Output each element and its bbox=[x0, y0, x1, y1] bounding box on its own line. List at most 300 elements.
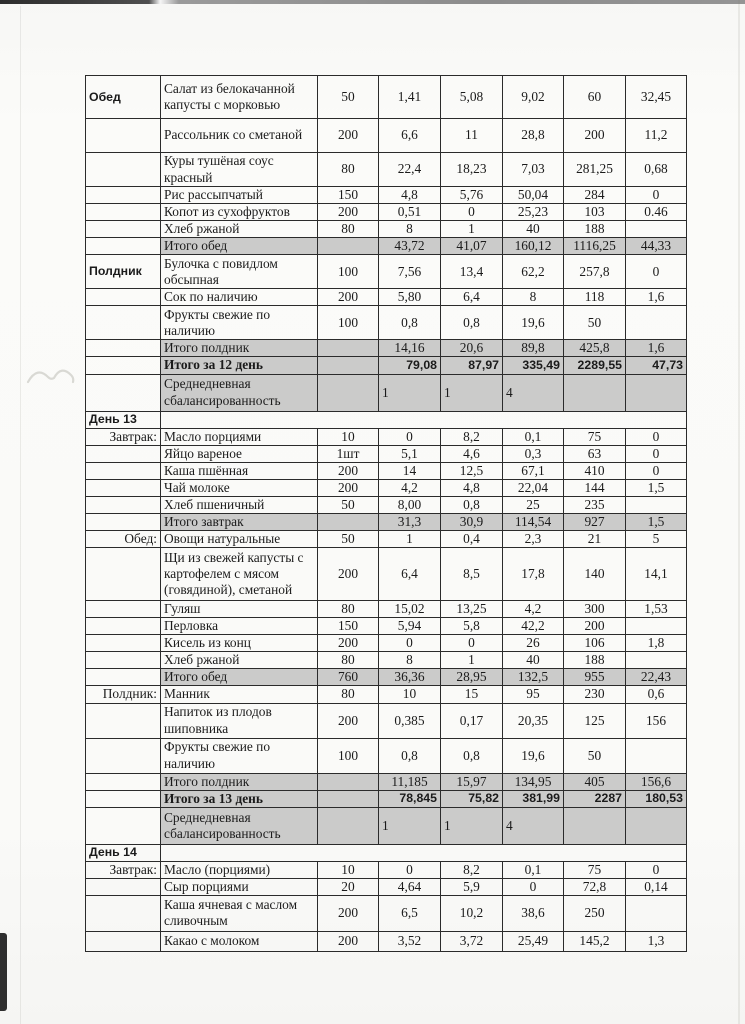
value-cell: 0,1 bbox=[503, 861, 564, 878]
value-cell: 180,53 bbox=[626, 790, 687, 807]
portion-cell: 100 bbox=[318, 306, 379, 340]
value-cell: 1 bbox=[379, 807, 441, 844]
dish-name-cell: Каша ячневая с маслом сливочным bbox=[161, 895, 318, 931]
value-cell: 4,8 bbox=[379, 187, 441, 204]
value-cell: 0,4 bbox=[441, 531, 503, 548]
dish-name-cell: Масло (порциями) bbox=[161, 861, 318, 878]
meal-category-cell bbox=[86, 652, 161, 669]
meal-category-cell bbox=[86, 878, 161, 895]
value-cell: 5,8 bbox=[441, 618, 503, 635]
value-cell: 188 bbox=[564, 221, 626, 238]
portion-cell: 200 bbox=[318, 204, 379, 221]
portion-cell: 50 bbox=[318, 496, 379, 513]
value-cell: 8,00 bbox=[379, 496, 441, 513]
value-cell: 44,33 bbox=[626, 238, 687, 255]
meal-category-cell: Обед bbox=[86, 76, 161, 119]
value-cell: 13,4 bbox=[441, 255, 503, 289]
meal-category-cell bbox=[86, 153, 161, 187]
value-cell: 5,1 bbox=[379, 445, 441, 462]
value-cell bbox=[626, 496, 687, 513]
meal-category-cell bbox=[86, 221, 161, 238]
value-cell: 42,2 bbox=[503, 618, 564, 635]
table-row bbox=[86, 618, 687, 635]
value-cell: 8,5 bbox=[441, 548, 503, 601]
value-cell bbox=[626, 652, 687, 669]
value-cell bbox=[626, 221, 687, 238]
value-cell: 0 bbox=[626, 445, 687, 462]
value-cell: 36,36 bbox=[379, 669, 441, 686]
value-cell: 5 bbox=[626, 531, 687, 548]
table-row bbox=[86, 428, 687, 445]
table-row bbox=[86, 931, 687, 951]
table-row bbox=[86, 669, 687, 686]
value-cell: 4,6 bbox=[441, 445, 503, 462]
value-cell bbox=[626, 738, 687, 773]
dish-name-cell: Гуляш bbox=[161, 601, 318, 618]
menu-table-body bbox=[86, 76, 687, 952]
value-cell: 335,49 bbox=[503, 357, 564, 374]
dish-name-cell: Копот из сухофруктов bbox=[161, 204, 318, 221]
meal-category-cell bbox=[86, 479, 161, 496]
meal-category-cell bbox=[86, 618, 161, 635]
value-cell: 40 bbox=[503, 652, 564, 669]
dish-name-cell: Хлеб ржаной bbox=[161, 652, 318, 669]
day-row bbox=[86, 844, 687, 861]
portion-cell bbox=[318, 807, 379, 844]
value-cell: 28,95 bbox=[441, 669, 503, 686]
portion-cell: 200 bbox=[318, 548, 379, 601]
value-cell: 4,8 bbox=[441, 479, 503, 496]
value-cell: 6,4 bbox=[441, 289, 503, 306]
table-row bbox=[86, 187, 687, 204]
value-cell: 300 bbox=[564, 601, 626, 618]
meal-category-cell bbox=[86, 738, 161, 773]
dish-name-cell: Перловка bbox=[161, 618, 318, 635]
portion-cell: 200 bbox=[318, 703, 379, 738]
meal-category-cell: Полдник bbox=[86, 255, 161, 289]
meal-category-cell bbox=[86, 357, 161, 374]
meal-category-cell bbox=[86, 289, 161, 306]
portion-cell: 200 bbox=[318, 931, 379, 951]
table-row bbox=[86, 807, 687, 844]
dish-name-cell: Итого обед bbox=[161, 669, 318, 686]
value-cell: 0,8 bbox=[441, 738, 503, 773]
value-cell: 0,8 bbox=[379, 306, 441, 340]
dish-name-cell: Итого за 12 день bbox=[161, 357, 318, 374]
paper-edge-left bbox=[20, 6, 21, 1024]
scan-edge-bottom-left bbox=[0, 933, 7, 1011]
portion-cell: 10 bbox=[318, 861, 379, 878]
portion-cell: 200 bbox=[318, 479, 379, 496]
portion-cell: 80 bbox=[318, 601, 379, 618]
value-cell: 50 bbox=[564, 738, 626, 773]
day-row-spacer bbox=[161, 411, 687, 428]
value-cell: 0,8 bbox=[379, 738, 441, 773]
value-cell: 140 bbox=[564, 548, 626, 601]
value-cell: 31,3 bbox=[379, 513, 441, 530]
value-cell: 188 bbox=[564, 652, 626, 669]
value-cell: 6,5 bbox=[379, 895, 441, 931]
value-cell: 43,72 bbox=[379, 238, 441, 255]
table-row bbox=[86, 119, 687, 153]
dish-name-cell: Среднедневная сбалансированность bbox=[161, 374, 318, 411]
menu-table bbox=[85, 75, 687, 952]
value-cell: 103 bbox=[564, 204, 626, 221]
dish-name-cell: Кисель из конц bbox=[161, 635, 318, 652]
value-cell: 8,2 bbox=[441, 861, 503, 878]
dish-name-cell: Фрукты свежие по наличию bbox=[161, 738, 318, 773]
value-cell bbox=[564, 374, 626, 411]
table-row bbox=[86, 496, 687, 513]
value-cell bbox=[626, 618, 687, 635]
value-cell: 4,2 bbox=[503, 601, 564, 618]
dish-name-cell: Итого обед bbox=[161, 238, 318, 255]
table-row bbox=[86, 255, 687, 289]
table-row bbox=[86, 462, 687, 479]
value-cell: 8 bbox=[379, 221, 441, 238]
value-cell: 134,95 bbox=[503, 773, 564, 790]
meal-category-cell bbox=[86, 496, 161, 513]
value-cell: 114,54 bbox=[503, 513, 564, 530]
value-cell: 281,25 bbox=[564, 153, 626, 187]
value-cell: 5,08 bbox=[441, 76, 503, 119]
value-cell: 62,2 bbox=[503, 255, 564, 289]
table-row bbox=[86, 238, 687, 255]
portion-cell: 1шт bbox=[318, 445, 379, 462]
meal-category-cell bbox=[86, 790, 161, 807]
value-cell: 8 bbox=[503, 289, 564, 306]
table-row bbox=[86, 738, 687, 773]
day-row bbox=[86, 411, 687, 428]
meal-category-cell bbox=[86, 931, 161, 951]
value-cell: 7,03 bbox=[503, 153, 564, 187]
meal-category-cell: Полдник: bbox=[86, 686, 161, 703]
table-row bbox=[86, 703, 687, 738]
value-cell: 257,8 bbox=[564, 255, 626, 289]
dish-name-cell: Среднедневная сбалансированность bbox=[161, 807, 318, 844]
value-cell: 1 bbox=[441, 652, 503, 669]
table-row bbox=[86, 652, 687, 669]
portion-cell: 760 bbox=[318, 669, 379, 686]
dish-name-cell: Фрукты свежие по наличию bbox=[161, 306, 318, 340]
value-cell: 4,2 bbox=[379, 479, 441, 496]
value-cell: 2287 bbox=[564, 790, 626, 807]
table-row bbox=[86, 289, 687, 306]
value-cell: 1 bbox=[441, 807, 503, 844]
value-cell: 0,385 bbox=[379, 703, 441, 738]
table-row bbox=[86, 221, 687, 238]
value-cell: 10 bbox=[379, 686, 441, 703]
value-cell: 19,6 bbox=[503, 306, 564, 340]
value-cell: 4,64 bbox=[379, 878, 441, 895]
value-cell: 25,49 bbox=[503, 931, 564, 951]
table-row bbox=[86, 790, 687, 807]
value-cell: 0.46 bbox=[626, 204, 687, 221]
value-cell: 1,6 bbox=[626, 340, 687, 357]
value-cell: 0 bbox=[379, 635, 441, 652]
value-cell: 89,8 bbox=[503, 340, 564, 357]
value-cell: 9,02 bbox=[503, 76, 564, 119]
table-row bbox=[86, 153, 687, 187]
value-cell: 927 bbox=[564, 513, 626, 530]
dish-name-cell: Хлеб ржаной bbox=[161, 221, 318, 238]
value-cell: 19,6 bbox=[503, 738, 564, 773]
meal-category-cell bbox=[86, 669, 161, 686]
value-cell: 15,97 bbox=[441, 773, 503, 790]
value-cell: 0,68 bbox=[626, 153, 687, 187]
meal-category-cell: Обед: bbox=[86, 531, 161, 548]
value-cell: 5,9 bbox=[441, 878, 503, 895]
dish-name-cell: Рис рассыпчатый bbox=[161, 187, 318, 204]
value-cell: 30,9 bbox=[441, 513, 503, 530]
value-cell: 75 bbox=[564, 861, 626, 878]
portion-cell: 20 bbox=[318, 878, 379, 895]
value-cell: 1,5 bbox=[626, 479, 687, 496]
value-cell: 156,6 bbox=[626, 773, 687, 790]
value-cell: 0 bbox=[379, 861, 441, 878]
portion-cell bbox=[318, 238, 379, 255]
table-row bbox=[86, 374, 687, 411]
meal-category-cell bbox=[86, 119, 161, 153]
value-cell: 160,12 bbox=[503, 238, 564, 255]
value-cell: 106 bbox=[564, 635, 626, 652]
dish-name-cell: Каша пшённая bbox=[161, 462, 318, 479]
value-cell: 0,1 bbox=[503, 428, 564, 445]
value-cell bbox=[626, 807, 687, 844]
dish-name-cell: Напиток из плодов шиповника bbox=[161, 703, 318, 738]
table-row bbox=[86, 861, 687, 878]
value-cell: 14 bbox=[379, 462, 441, 479]
table-row bbox=[86, 895, 687, 931]
value-cell: 10,2 bbox=[441, 895, 503, 931]
value-cell: 38,6 bbox=[503, 895, 564, 931]
portion-cell: 150 bbox=[318, 618, 379, 635]
value-cell: 1,8 bbox=[626, 635, 687, 652]
value-cell: 200 bbox=[564, 618, 626, 635]
table-row bbox=[86, 204, 687, 221]
value-cell: 72,8 bbox=[564, 878, 626, 895]
value-cell: 250 bbox=[564, 895, 626, 931]
value-cell: 0,6 bbox=[626, 686, 687, 703]
value-cell: 11,185 bbox=[379, 773, 441, 790]
meal-category-cell bbox=[86, 513, 161, 530]
dish-name-cell: Сок по наличию bbox=[161, 289, 318, 306]
value-cell: 0,17 bbox=[441, 703, 503, 738]
dish-name-cell: Итого за 13 день bbox=[161, 790, 318, 807]
table-row bbox=[86, 445, 687, 462]
value-cell bbox=[564, 807, 626, 844]
table-row bbox=[86, 76, 687, 119]
value-cell: 405 bbox=[564, 773, 626, 790]
value-cell: 0 bbox=[626, 187, 687, 204]
value-cell: 2,3 bbox=[503, 531, 564, 548]
meal-category-cell bbox=[86, 238, 161, 255]
pencil-mark bbox=[24, 350, 88, 398]
value-cell: 144 bbox=[564, 479, 626, 496]
value-cell: 47,73 bbox=[626, 357, 687, 374]
value-cell: 15,02 bbox=[379, 601, 441, 618]
value-cell: 156 bbox=[626, 703, 687, 738]
value-cell: 40 bbox=[503, 221, 564, 238]
value-cell bbox=[626, 374, 687, 411]
value-cell: 1 bbox=[441, 221, 503, 238]
portion-cell: 50 bbox=[318, 76, 379, 119]
value-cell: 381,99 bbox=[503, 790, 564, 807]
value-cell: 0 bbox=[626, 861, 687, 878]
table-row bbox=[86, 357, 687, 374]
portion-cell: 200 bbox=[318, 635, 379, 652]
value-cell: 0 bbox=[379, 428, 441, 445]
value-cell: 63 bbox=[564, 445, 626, 462]
value-cell: 0,51 bbox=[379, 204, 441, 221]
value-cell: 425,8 bbox=[564, 340, 626, 357]
dish-name-cell: Итого полдник bbox=[161, 340, 318, 357]
value-cell: 4 bbox=[503, 807, 564, 844]
meal-category-cell bbox=[86, 445, 161, 462]
meal-category-cell: Завтрак: bbox=[86, 428, 161, 445]
value-cell: 5,80 bbox=[379, 289, 441, 306]
value-cell: 0,8 bbox=[441, 496, 503, 513]
value-cell: 60 bbox=[564, 76, 626, 119]
dish-name-cell: Итого завтрак bbox=[161, 513, 318, 530]
meal-category-cell bbox=[86, 601, 161, 618]
portion-cell bbox=[318, 374, 379, 411]
dish-name-cell: Хлеб пшеничный bbox=[161, 496, 318, 513]
value-cell: 20,35 bbox=[503, 703, 564, 738]
meal-category-cell bbox=[86, 187, 161, 204]
table-row bbox=[86, 635, 687, 652]
value-cell: 21 bbox=[564, 531, 626, 548]
value-cell: 50,04 bbox=[503, 187, 564, 204]
value-cell: 7,56 bbox=[379, 255, 441, 289]
portion-cell: 200 bbox=[318, 462, 379, 479]
dish-name-cell: Овощи натуральные bbox=[161, 531, 318, 548]
value-cell: 6,4 bbox=[379, 548, 441, 601]
meal-category-cell bbox=[86, 340, 161, 357]
table-row bbox=[86, 878, 687, 895]
meal-category-cell bbox=[86, 807, 161, 844]
dish-name-cell: Итого полдник bbox=[161, 773, 318, 790]
value-cell: 14,16 bbox=[379, 340, 441, 357]
value-cell: 118 bbox=[564, 289, 626, 306]
portion-cell bbox=[318, 357, 379, 374]
value-cell: 5,94 bbox=[379, 618, 441, 635]
value-cell: 0 bbox=[441, 635, 503, 652]
value-cell: 3,72 bbox=[441, 931, 503, 951]
table-row bbox=[86, 773, 687, 790]
value-cell: 200 bbox=[564, 119, 626, 153]
dish-name-cell: Щи из свежей капусты с картофелем с мясом (говядиной), сметаной bbox=[161, 548, 318, 601]
value-cell: 1,5 bbox=[626, 513, 687, 530]
dish-name-cell: Куры тушёная соус красный bbox=[161, 153, 318, 187]
value-cell: 87,97 bbox=[441, 357, 503, 374]
value-cell: 1,41 bbox=[379, 76, 441, 119]
value-cell: 26 bbox=[503, 635, 564, 652]
day-label-cell: День 13 bbox=[86, 411, 161, 428]
value-cell: 0 bbox=[626, 428, 687, 445]
dish-name-cell: Чай молоке bbox=[161, 479, 318, 496]
value-cell: 22,4 bbox=[379, 153, 441, 187]
value-cell: 125 bbox=[564, 703, 626, 738]
meal-category-cell bbox=[86, 703, 161, 738]
dish-name-cell: Булочка с повидлом обсыпная bbox=[161, 255, 318, 289]
value-cell: 230 bbox=[564, 686, 626, 703]
value-cell: 28,8 bbox=[503, 119, 564, 153]
portion-cell: 80 bbox=[318, 652, 379, 669]
value-cell: 75,82 bbox=[441, 790, 503, 807]
meal-category-cell bbox=[86, 462, 161, 479]
value-cell: 50 bbox=[564, 306, 626, 340]
portion-cell: 80 bbox=[318, 221, 379, 238]
value-cell: 20,6 bbox=[441, 340, 503, 357]
meal-category-cell bbox=[86, 773, 161, 790]
dish-name-cell: Яйцо вареное bbox=[161, 445, 318, 462]
value-cell: 17,8 bbox=[503, 548, 564, 601]
table-row bbox=[86, 531, 687, 548]
table-row bbox=[86, 340, 687, 357]
portion-cell bbox=[318, 340, 379, 357]
value-cell: 25,23 bbox=[503, 204, 564, 221]
portion-cell: 200 bbox=[318, 895, 379, 931]
value-cell: 3,52 bbox=[379, 931, 441, 951]
value-cell: 955 bbox=[564, 669, 626, 686]
value-cell: 5,76 bbox=[441, 187, 503, 204]
meal-category-cell bbox=[86, 548, 161, 601]
dish-name-cell: Сыр порциями bbox=[161, 878, 318, 895]
value-cell: 25 bbox=[503, 496, 564, 513]
value-cell bbox=[626, 306, 687, 340]
value-cell: 13,25 bbox=[441, 601, 503, 618]
value-cell: 0 bbox=[626, 462, 687, 479]
value-cell: 2289,55 bbox=[564, 357, 626, 374]
value-cell: 32,45 bbox=[626, 76, 687, 119]
scan-edge-top bbox=[0, 0, 745, 4]
value-cell: 0 bbox=[626, 255, 687, 289]
value-cell: 18,23 bbox=[441, 153, 503, 187]
value-cell: 67,1 bbox=[503, 462, 564, 479]
portion-cell bbox=[318, 790, 379, 807]
value-cell: 4 bbox=[503, 374, 564, 411]
value-cell: 1 bbox=[441, 374, 503, 411]
value-cell bbox=[626, 895, 687, 931]
value-cell: 14,1 bbox=[626, 548, 687, 601]
table-row bbox=[86, 479, 687, 496]
portion-cell: 10 bbox=[318, 428, 379, 445]
value-cell: 0 bbox=[441, 204, 503, 221]
value-cell: 1,53 bbox=[626, 601, 687, 618]
value-cell: 0,8 bbox=[441, 306, 503, 340]
value-cell: 75 bbox=[564, 428, 626, 445]
value-cell: 284 bbox=[564, 187, 626, 204]
value-cell: 11 bbox=[441, 119, 503, 153]
value-cell: 410 bbox=[564, 462, 626, 479]
portion-cell: 100 bbox=[318, 738, 379, 773]
value-cell: 95 bbox=[503, 686, 564, 703]
dish-name-cell: Масло порциями bbox=[161, 428, 318, 445]
value-cell: 235 bbox=[564, 496, 626, 513]
portion-cell: 150 bbox=[318, 187, 379, 204]
value-cell: 1,6 bbox=[626, 289, 687, 306]
portion-cell: 200 bbox=[318, 289, 379, 306]
value-cell: 0,14 bbox=[626, 878, 687, 895]
portion-cell: 100 bbox=[318, 255, 379, 289]
value-cell: 132,5 bbox=[503, 669, 564, 686]
table-row bbox=[86, 513, 687, 530]
value-cell: 145,2 bbox=[564, 931, 626, 951]
portion-cell: 50 bbox=[318, 531, 379, 548]
meal-category-cell bbox=[86, 306, 161, 340]
value-cell: 1,3 bbox=[626, 931, 687, 951]
